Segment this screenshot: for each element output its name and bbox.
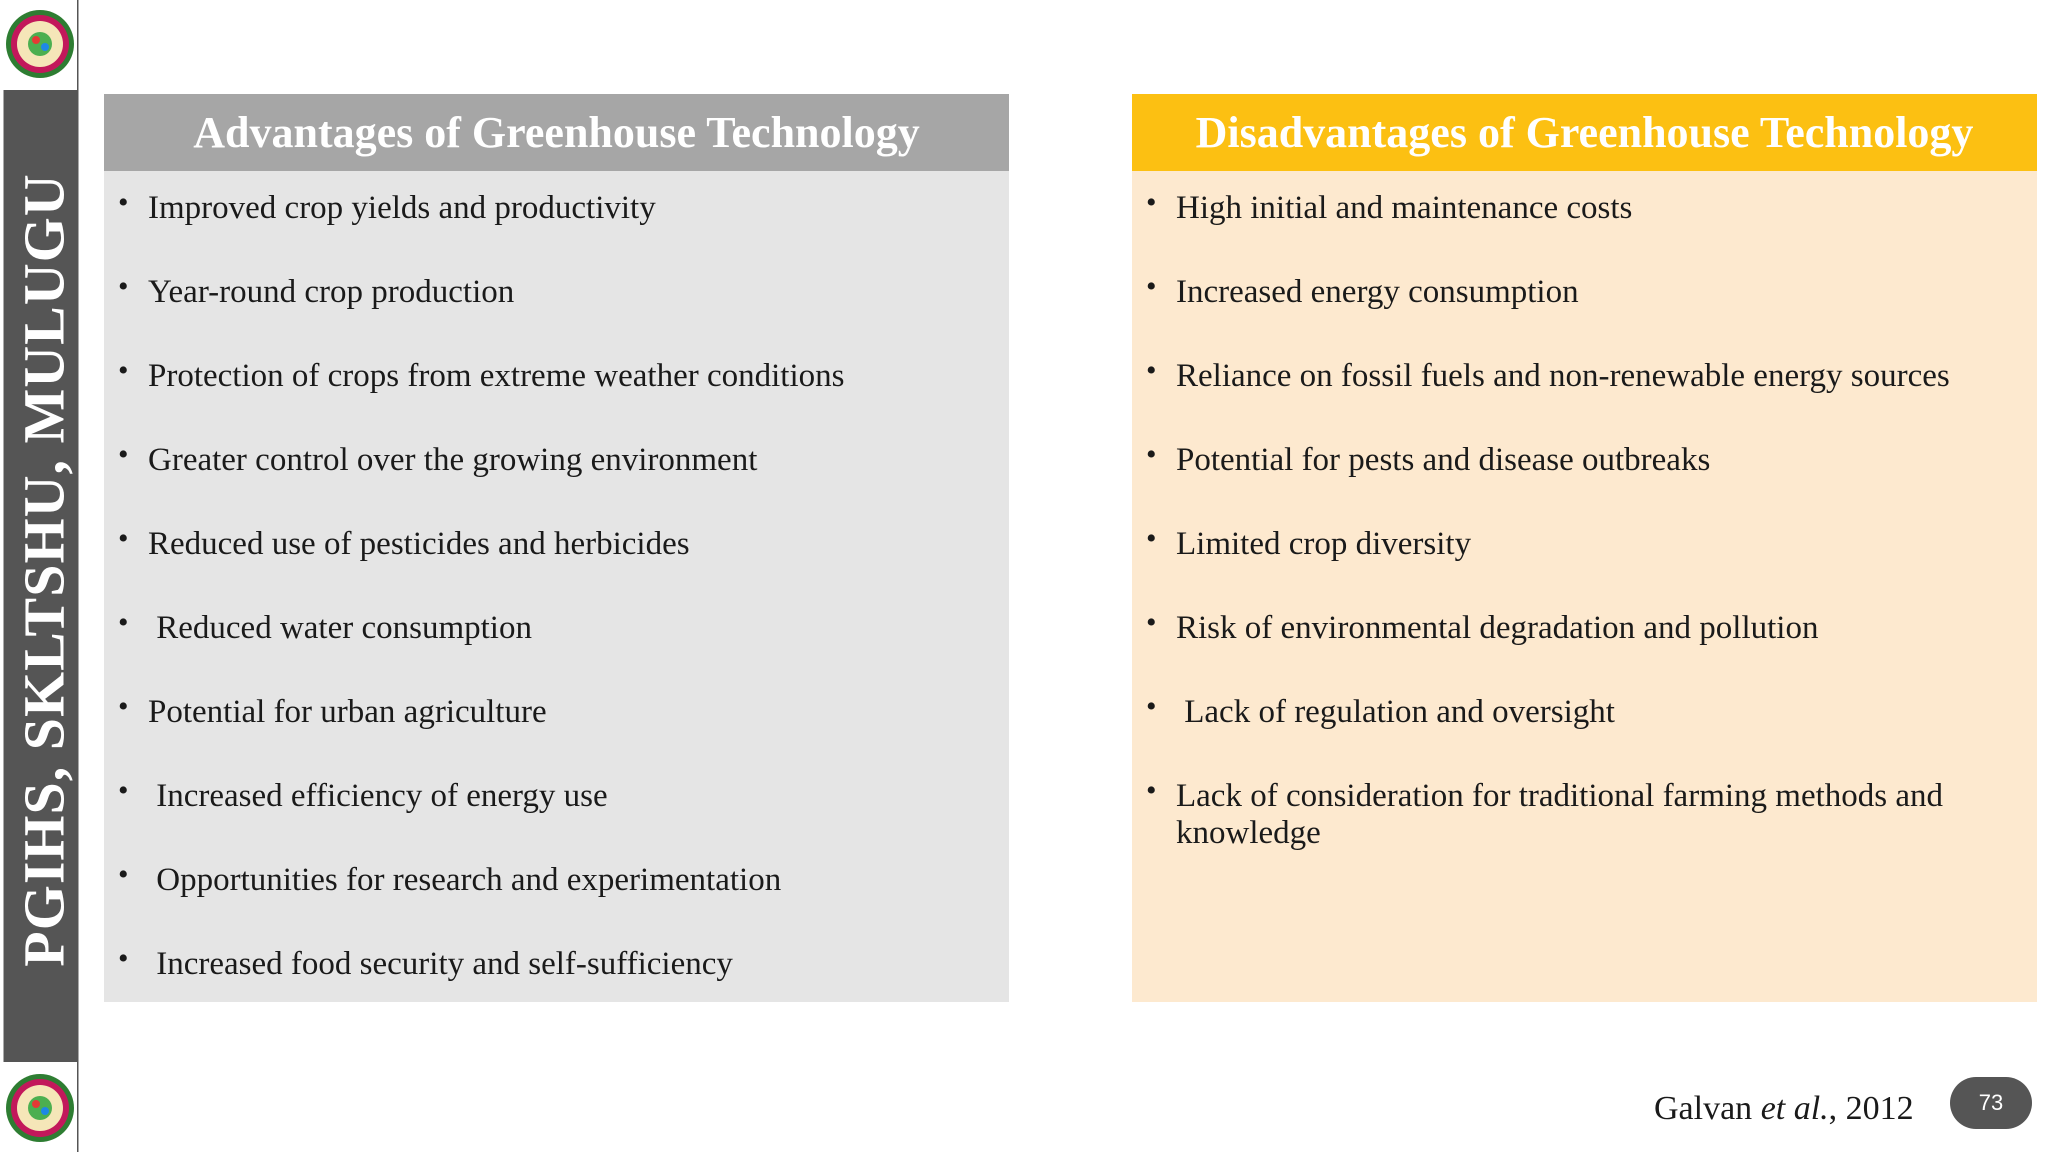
institution-logo-icon [3,1062,77,1152]
list-item: • Limited crop diversity [1146,522,1472,562]
list-item: • Potential for urban agriculture [118,690,547,730]
list-item: • Year-round crop production [118,270,515,310]
institution-logo-icon [3,0,77,90]
list-item: • Protection of crops from extreme weather conditions [118,354,845,394]
list-item: • Greater control over the growing environment [118,438,758,478]
list-item: • Increased efficiency of energy use [118,774,608,814]
bullet-icon: • [118,270,129,303]
bullet-icon: • [1146,606,1157,639]
advantages-title: Advantages of Greenhouse Technology [104,94,1009,171]
bullet-icon: • [1146,186,1157,219]
bullet-icon: • [1146,438,1157,471]
bullet-icon: • [1146,774,1157,807]
bullet-icon: • [118,858,129,891]
vertical-sidebar [3,0,79,1152]
disadvantages-panel [1132,94,2037,1002]
list-item: • Lack of regulation and oversight [1146,690,1615,730]
bullet-icon: • [118,774,129,807]
list-item: • Risk of environmental degradation and pollution [1146,606,1819,646]
list-item: • Reduced water consumption [118,606,532,646]
bullet-icon: • [118,354,129,387]
page-number-badge: 73 [1950,1077,2032,1129]
list-item: • Increased energy consumption [1146,270,1579,310]
list-item: • Increased food security and self-sufficiency [118,942,733,982]
bullet-icon: • [118,522,129,555]
bullet-icon: • [1146,690,1157,723]
list-item: • Opportunities for research and experimentation [118,858,782,898]
bullet-icon: • [118,690,129,723]
bullet-icon: • [118,438,129,471]
list-item: • Improved crop yields and productivity [118,186,656,226]
advantages-panel [104,94,1009,1002]
bullet-icon: • [1146,354,1157,387]
disadvantages-title: Disadvantages of Greenhouse Technology [1132,94,2037,171]
citation: Galvan et al., 2012 [1654,1090,1914,1127]
bullet-icon: • [1146,270,1157,303]
list-item: • Potential for pests and disease outbreaks [1146,438,1711,478]
list-item: • Reliance on fossil fuels and non-renewable energy sources [1146,354,1950,394]
list-item: • Reduced use of pesticides and herbicides [118,522,690,562]
bullet-icon: • [118,942,129,975]
bullet-icon: • [118,606,129,639]
bullet-icon: • [118,186,129,219]
list-item: • High initial and maintenance costs [1146,186,1633,226]
list-item: • Lack of consideration for traditional farming methods and knowledge [1146,774,1944,851]
sidebar-institution-text: PGIHS, SKLTSHU, MULUGU [11,173,77,967]
bullet-icon: • [1146,522,1157,555]
